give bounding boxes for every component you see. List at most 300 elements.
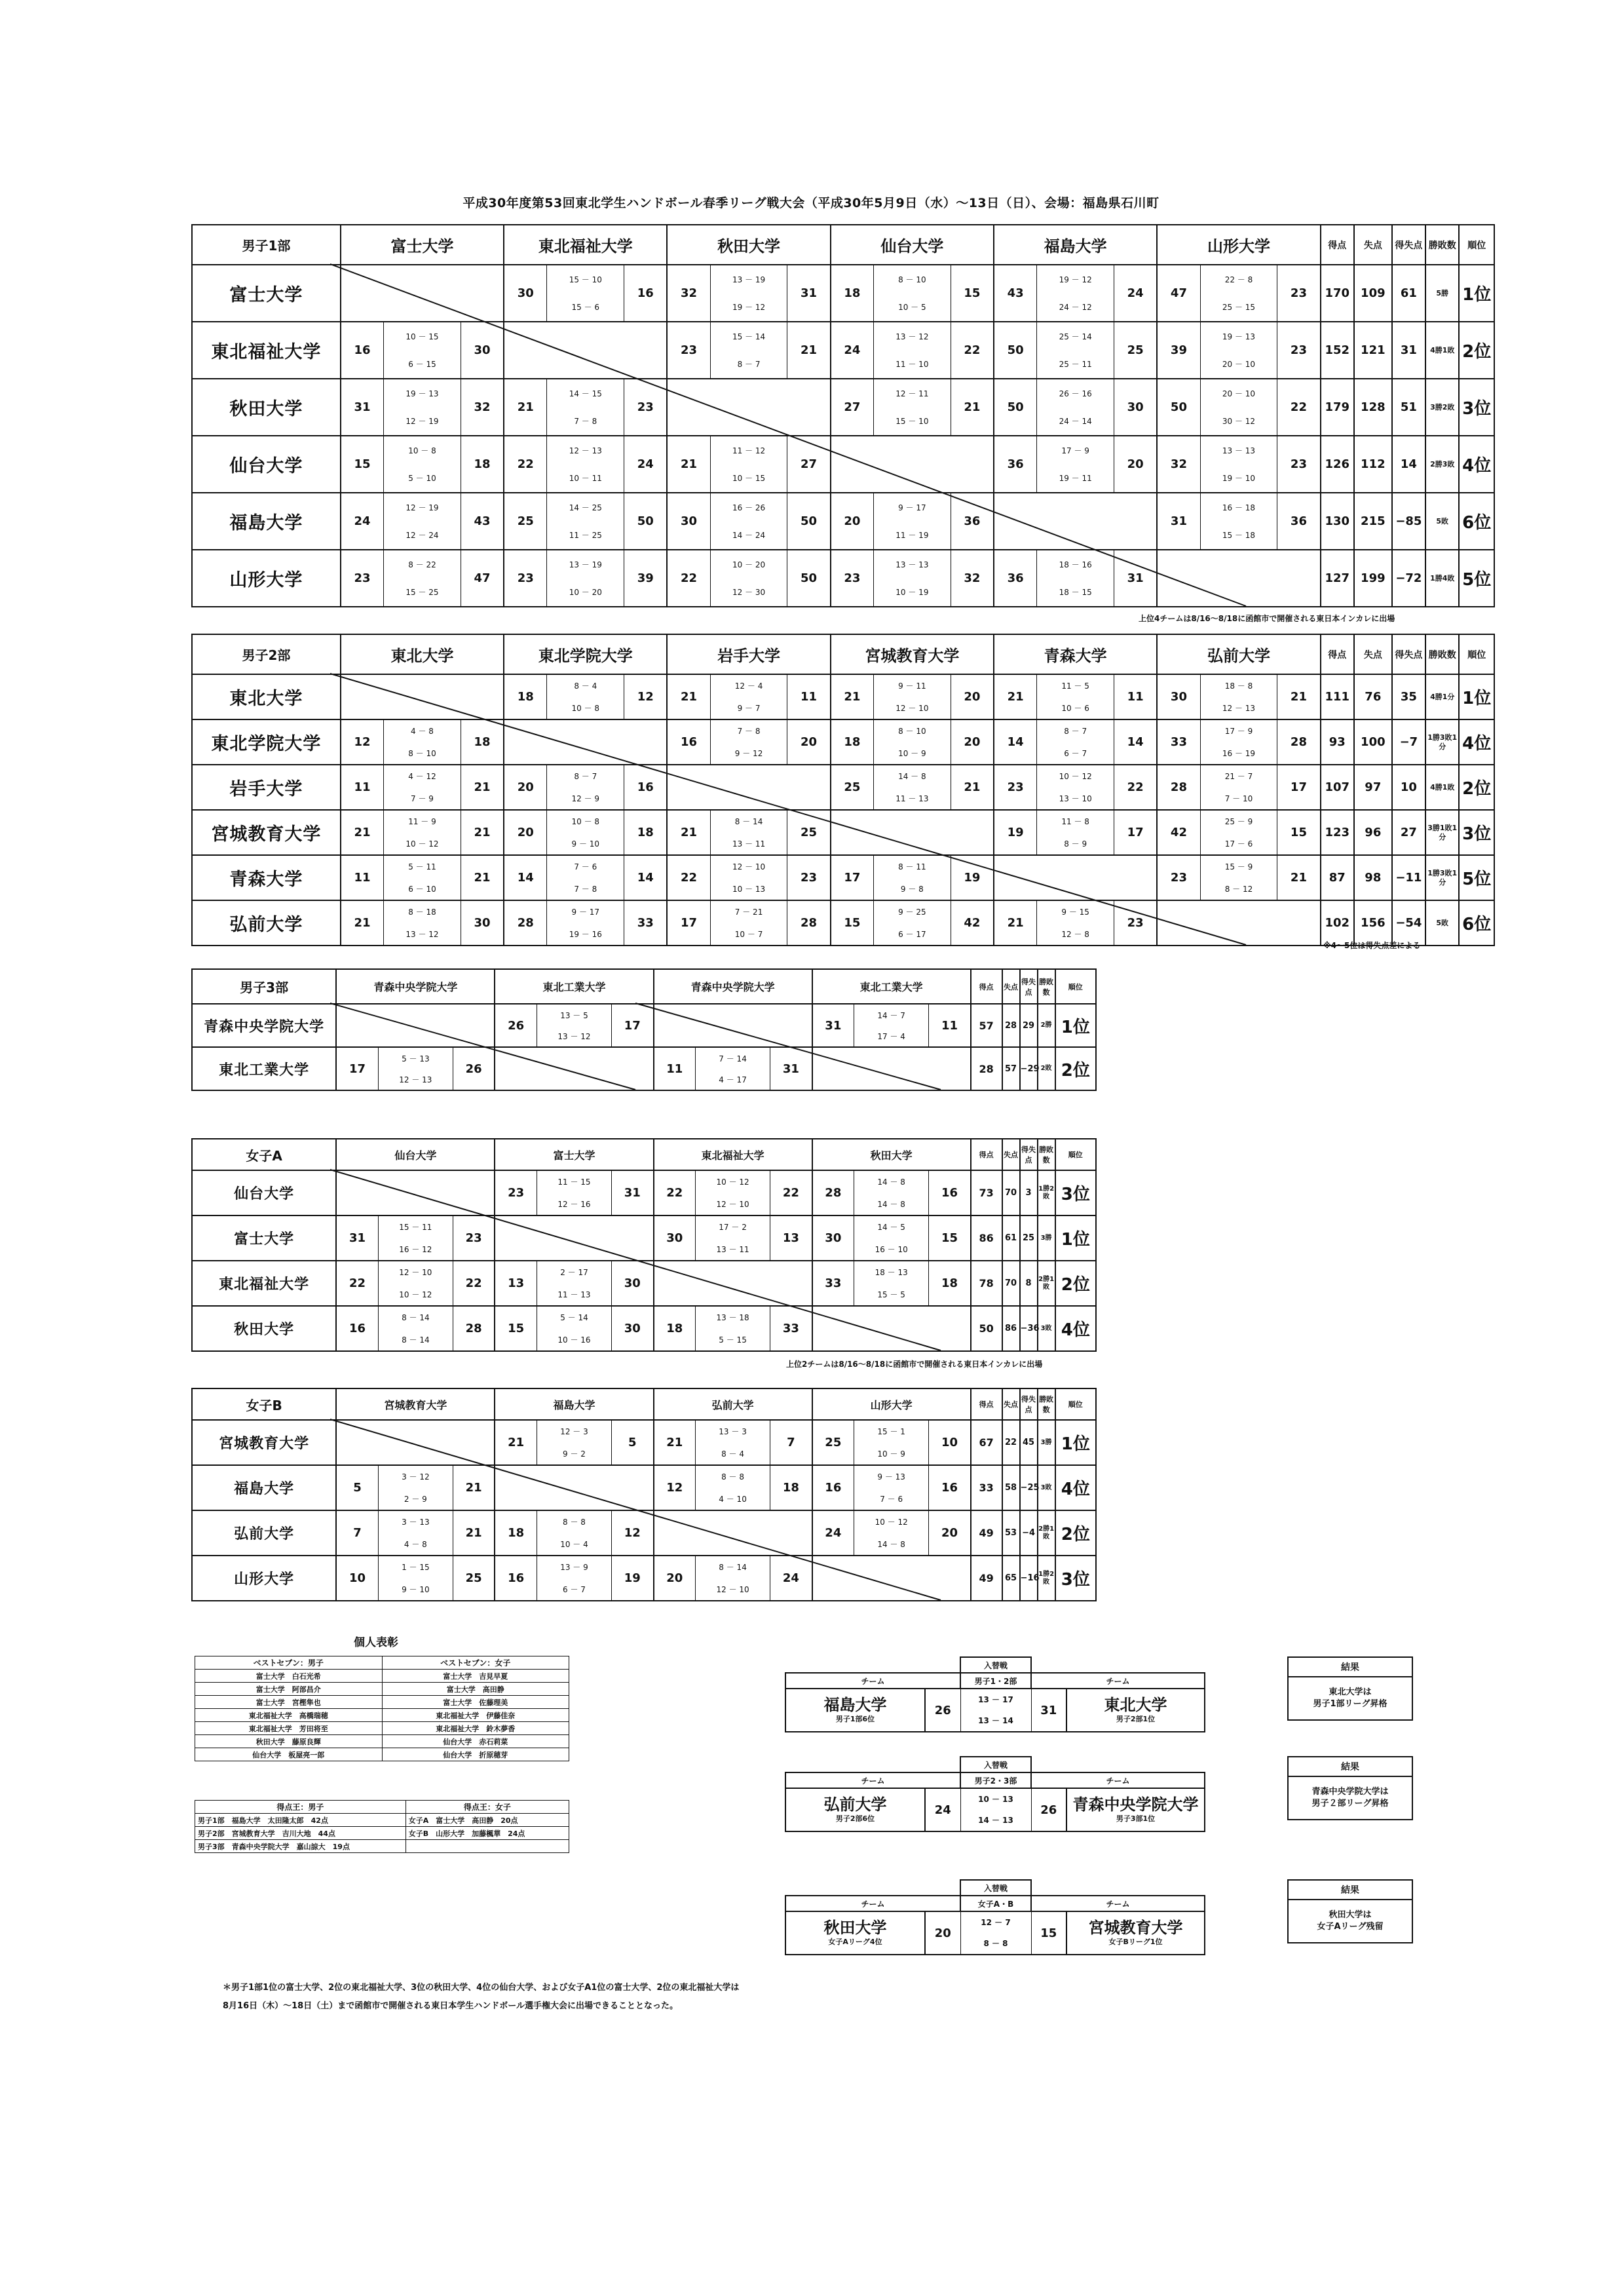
first-half-score: 26 － 16 bbox=[1059, 389, 1092, 398]
points-against: 97 bbox=[1354, 765, 1392, 810]
second-half-score: 12 － 9 bbox=[571, 794, 600, 803]
team-name: 福島大学 bbox=[823, 1696, 887, 1714]
win-loss: 2敗 bbox=[1038, 1047, 1055, 1090]
team-name: 東北福祉大学 bbox=[192, 1261, 336, 1306]
team-score: 30 bbox=[681, 514, 698, 528]
first-half-score: 22 － 8 bbox=[1224, 275, 1253, 284]
first-half-score: 12 － 3 bbox=[560, 1427, 588, 1437]
league-label: 男子3部 bbox=[192, 969, 336, 1004]
points-for: 78 bbox=[971, 1261, 1002, 1306]
first-half-score: 4 － 8 bbox=[411, 727, 434, 737]
opponent-score: 12 bbox=[624, 1526, 641, 1540]
points-for: 152 bbox=[1321, 322, 1354, 379]
second-half-score: 8 － 9 bbox=[1064, 839, 1087, 849]
team-label: チーム bbox=[785, 1772, 960, 1788]
win-loss: 5敗 bbox=[1425, 493, 1459, 550]
team-score: 36 bbox=[1007, 571, 1024, 585]
playoff-team-1 bbox=[785, 1788, 925, 1831]
best7-men-header: ベストセブン：男子 bbox=[195, 1656, 383, 1670]
team-name: 仙台大学 bbox=[192, 436, 341, 493]
top-scorer-table bbox=[195, 1800, 569, 1853]
second-half-score: 10 － 20 bbox=[569, 588, 602, 598]
first-half-score: 12 － 13 bbox=[569, 446, 602, 455]
league-label: 女子B bbox=[192, 1388, 336, 1420]
opponent-score: 19 bbox=[624, 1571, 641, 1585]
opponent-score: 50 bbox=[637, 514, 654, 528]
point-diff: 45 bbox=[1020, 1420, 1038, 1465]
first-half-score: 8 － 11 bbox=[898, 862, 926, 872]
second-half-score: 12 － 30 bbox=[732, 588, 766, 598]
opponent-header: 富士大学 bbox=[495, 1139, 653, 1170]
second-half-score: 12 － 10 bbox=[716, 1199, 749, 1209]
team-name: 弘前大学 bbox=[192, 900, 341, 946]
playoff-division: 男子2・3部 bbox=[960, 1772, 1031, 1788]
first-half-score: 10 － 12 bbox=[875, 1518, 908, 1527]
win-loss: 3勝 bbox=[1038, 1215, 1055, 1261]
second-half-score: 9 － 2 bbox=[563, 1449, 586, 1459]
stat-header: 得点 bbox=[971, 1388, 1002, 1420]
first-half-score: 12 － 10 bbox=[732, 862, 766, 872]
second-half-score: 16 － 10 bbox=[875, 1244, 908, 1254]
stat-header: 勝敗数 bbox=[1038, 969, 1055, 1004]
team-score: 12 bbox=[354, 735, 371, 749]
opponent-header: 東北福祉大学 bbox=[654, 1139, 812, 1170]
team-score: 50 bbox=[1007, 343, 1024, 357]
points-for: 93 bbox=[1321, 719, 1354, 765]
first-half-score: 13 － 19 bbox=[732, 275, 766, 284]
stat-header: 得失点 bbox=[1392, 634, 1425, 674]
points-for: 49 bbox=[971, 1510, 1002, 1556]
table-row bbox=[195, 1683, 569, 1696]
opponent-score: 7 bbox=[787, 1436, 795, 1449]
first-half-score: 8 － 7 bbox=[1064, 727, 1087, 737]
rank: 3位 bbox=[1459, 810, 1494, 855]
points-against: 100 bbox=[1354, 719, 1392, 765]
second-half-score: 4 － 10 bbox=[719, 1494, 747, 1504]
first-half-score: 3 － 13 bbox=[402, 1518, 430, 1527]
first-half-score: 5 － 11 bbox=[408, 862, 436, 872]
point-diff: 8 bbox=[1020, 1261, 1038, 1306]
opponent-score: 28 bbox=[465, 1322, 482, 1335]
points-for: 50 bbox=[971, 1306, 1002, 1351]
playoff-team-1 bbox=[785, 1911, 925, 1955]
stat-header: 勝敗数 bbox=[1425, 225, 1459, 265]
points-against: 109 bbox=[1354, 265, 1392, 322]
team-score: 30 bbox=[666, 1231, 683, 1245]
team-score: 22 bbox=[681, 871, 698, 885]
point-diff: 35 bbox=[1392, 674, 1425, 719]
second-half-score: 5 － 15 bbox=[719, 1335, 747, 1345]
opponent-score: 15 bbox=[941, 1231, 958, 1245]
opponent-score: 23 bbox=[465, 1231, 482, 1245]
first-half-score: 13 － 5 bbox=[560, 1010, 588, 1020]
first-half-score: 19 － 13 bbox=[1222, 332, 1256, 341]
playoff-header: 入替戦 bbox=[960, 1880, 1031, 1896]
first-half-score: 25 － 9 bbox=[1224, 817, 1253, 827]
points-for: 86 bbox=[971, 1215, 1002, 1261]
first-half-score: 21 － 7 bbox=[1224, 772, 1253, 782]
team-score: 19 bbox=[1007, 826, 1024, 839]
best7-women-entry: 富士大学 高田静 bbox=[382, 1683, 569, 1696]
team-score: 27 bbox=[844, 400, 861, 414]
first-half-score: 12 － 19 bbox=[406, 503, 439, 512]
first-half-score: 17 － 9 bbox=[1224, 727, 1253, 737]
rank: 4位 bbox=[1055, 1465, 1096, 1510]
opponent-score: 14 bbox=[1127, 735, 1144, 749]
second-half-score: 10 － 9 bbox=[877, 1449, 905, 1459]
second-half-score: 10 － 9 bbox=[898, 748, 926, 758]
playoff-result-box bbox=[1287, 1756, 1413, 1820]
second-half-score: 6 － 17 bbox=[898, 929, 926, 939]
second-half-score: 17 － 6 bbox=[1224, 839, 1253, 849]
footer-note bbox=[223, 1979, 739, 2016]
league-note: 上位4チームは8/16〜8/18に函館市で開催される東日本インカレに出場 bbox=[1139, 614, 1395, 623]
team-score: 28 bbox=[825, 1186, 842, 1200]
first-half-score: 8 － 22 bbox=[408, 560, 436, 569]
best7-women-entry: 東北福祉大学 伊藤佳奈 bbox=[382, 1709, 569, 1722]
playoff-result-box bbox=[1287, 1879, 1413, 1943]
scorer-men-header: 得点王：男子 bbox=[195, 1801, 406, 1814]
team-standing: 男子1部6位 bbox=[835, 1715, 875, 1723]
stat-header: 失点 bbox=[1002, 1388, 1020, 1420]
team-name: 富士大学 bbox=[192, 1215, 336, 1261]
team-name: 東北大学 bbox=[1104, 1696, 1167, 1714]
points-against: 53 bbox=[1002, 1510, 1020, 1556]
first-half-score: 15 － 10 bbox=[569, 275, 602, 284]
team-label: チーム bbox=[785, 1896, 960, 1911]
second-half-score: 19 － 11 bbox=[1059, 474, 1092, 484]
point-diff: 10 bbox=[1392, 765, 1425, 810]
playoff-table bbox=[785, 1656, 1205, 1732]
opponent-score: 15 bbox=[964, 286, 981, 300]
team-1-score: 24 bbox=[925, 1788, 960, 1831]
opponent-header: 青森中央学院大学 bbox=[654, 969, 812, 1004]
table-row bbox=[195, 1722, 569, 1735]
opponent-score: 30 bbox=[624, 1322, 641, 1335]
first-half-score: 15 － 14 bbox=[732, 332, 766, 341]
opponent-score: 22 bbox=[1127, 780, 1144, 794]
opponent-score: 20 bbox=[801, 735, 818, 749]
points-against: 86 bbox=[1002, 1306, 1020, 1351]
team-score: 5 bbox=[353, 1481, 362, 1495]
point-diff: 29 bbox=[1020, 1004, 1038, 1047]
first-half-score: 8 － 14 bbox=[734, 817, 763, 827]
opponent-score: 18 bbox=[782, 1481, 799, 1495]
opponent-header: 弘前大学 bbox=[1157, 634, 1320, 674]
stat-header: 順位 bbox=[1055, 1388, 1096, 1420]
team-name: 青森中央学院大学 bbox=[192, 1004, 336, 1047]
opponent-header: 仙台大学 bbox=[336, 1139, 495, 1170]
team-score: 24 bbox=[825, 1526, 842, 1540]
second-half-score: 10 － 15 bbox=[732, 474, 766, 484]
playoff-team-2 bbox=[1066, 1911, 1205, 1955]
second-half-score: 12 － 10 bbox=[896, 703, 929, 713]
first-half-score: 17 － 9 bbox=[1061, 446, 1089, 455]
opponent-score: 17 bbox=[1290, 780, 1307, 794]
team-score: 10 bbox=[349, 1571, 366, 1585]
opponent-score: 14 bbox=[637, 871, 654, 885]
points-against: 156 bbox=[1354, 900, 1392, 946]
opponent-score: 21 bbox=[964, 780, 981, 794]
best7-women-entry: 仙台大学 赤石莉菜 bbox=[382, 1735, 569, 1748]
second-half-score: 6 － 15 bbox=[408, 360, 436, 370]
points-for: 67 bbox=[971, 1420, 1002, 1465]
first-half-score: 14 － 8 bbox=[898, 772, 926, 782]
team-name: 東北工業大学 bbox=[192, 1047, 336, 1090]
win-loss: 2勝1敗 bbox=[1038, 1510, 1055, 1556]
half-scores bbox=[960, 1911, 1031, 1955]
first-half-score: 13 － 3 bbox=[719, 1427, 747, 1437]
table-row bbox=[195, 1840, 569, 1853]
opponent-score: 10 bbox=[941, 1436, 958, 1449]
first-half-score: 11 － 15 bbox=[557, 1177, 591, 1187]
rank: 2位 bbox=[1459, 322, 1494, 379]
league-note: 上位2チームは8/16〜8/18に函館市で開催される東日本インカレに出場 bbox=[786, 1360, 1043, 1369]
first-half-score: 8 － 10 bbox=[898, 727, 926, 737]
opponent-score: 36 bbox=[1290, 514, 1307, 528]
team-score: 13 bbox=[508, 1276, 525, 1290]
team-score: 43 bbox=[1007, 286, 1024, 300]
first-half-score: 14 － 7 bbox=[877, 1010, 905, 1020]
team-name: 宮城教育大学 bbox=[1088, 1919, 1183, 1937]
win-loss: 3勝1敗1分 bbox=[1425, 810, 1459, 855]
second-half-score: 16 － 19 bbox=[1222, 748, 1256, 758]
rank: 3位 bbox=[1055, 1170, 1096, 1215]
team-score: 17 bbox=[844, 871, 861, 885]
team-name: 宮城教育大学 bbox=[192, 1420, 336, 1465]
rank: 3位 bbox=[1055, 1556, 1096, 1601]
win-loss: 3勝 bbox=[1038, 1420, 1055, 1465]
point-diff: 14 bbox=[1392, 436, 1425, 493]
second-half-score: 11 － 13 bbox=[896, 794, 929, 803]
first-half-score: 12 － 7 bbox=[981, 1918, 1011, 1927]
second-half-score: 6 － 7 bbox=[563, 1584, 586, 1594]
points-for: 33 bbox=[971, 1465, 1002, 1510]
first-half-score: 15 － 9 bbox=[1224, 862, 1253, 872]
opponent-header: 青森中央学院大学 bbox=[336, 969, 495, 1004]
playoff-team-2 bbox=[1066, 1788, 1205, 1831]
stat-header: 失点 bbox=[1002, 969, 1020, 1004]
win-loss: 3敗 bbox=[1038, 1465, 1055, 1510]
best7-women-entry: 富士大学 佐藤理美 bbox=[382, 1696, 569, 1709]
first-half-score: 11 － 9 bbox=[408, 817, 436, 827]
second-half-score: 13 － 11 bbox=[716, 1244, 749, 1254]
win-loss: 5敗 bbox=[1425, 900, 1459, 946]
second-half-score: 13 － 10 bbox=[1059, 794, 1092, 803]
opponent-score: 17 bbox=[624, 1018, 641, 1033]
second-half-score: 12 － 13 bbox=[399, 1075, 432, 1084]
team-1-score: 20 bbox=[925, 1911, 960, 1955]
second-half-score: 12 － 8 bbox=[1061, 929, 1089, 939]
team-score: 23 bbox=[508, 1186, 525, 1200]
team-score: 15 bbox=[508, 1322, 525, 1335]
second-half-score: 10 － 5 bbox=[898, 303, 926, 313]
team-score: 11 bbox=[666, 1062, 683, 1076]
team-score: 26 bbox=[508, 1018, 525, 1033]
second-half-score: 12 － 19 bbox=[406, 417, 439, 427]
second-half-score: 19 － 10 bbox=[1222, 474, 1256, 484]
playoff-team-2 bbox=[1066, 1689, 1205, 1732]
points-against: 199 bbox=[1354, 550, 1392, 607]
second-half-score: 8 － 8 bbox=[983, 1939, 1008, 1948]
team-score: 22 bbox=[517, 457, 534, 471]
opponent-score: 15 bbox=[1290, 826, 1307, 839]
team-score: 23 bbox=[517, 571, 534, 585]
second-half-score: 7 － 8 bbox=[574, 417, 597, 427]
opponent-header: 東北福祉大学 bbox=[504, 225, 667, 265]
rank: 1位 bbox=[1055, 1420, 1096, 1465]
half-scores bbox=[960, 1788, 1031, 1831]
win-loss: 1勝4敗 bbox=[1425, 550, 1459, 607]
team-score: 21 bbox=[354, 826, 371, 839]
first-half-score: 8 － 14 bbox=[402, 1313, 430, 1323]
team-label: チーム bbox=[1031, 1896, 1205, 1911]
team-2-score: 15 bbox=[1031, 1911, 1066, 1955]
second-half-score: 24 － 12 bbox=[1059, 303, 1092, 313]
result-label: 結果 bbox=[1289, 1658, 1412, 1677]
rank: 2位 bbox=[1055, 1510, 1096, 1556]
first-half-score: 15 － 11 bbox=[399, 1223, 432, 1233]
opponent-score: 28 bbox=[1290, 735, 1307, 749]
playoff-header: 入替戦 bbox=[960, 1757, 1031, 1772]
second-half-score: 16 － 12 bbox=[399, 1244, 432, 1254]
opponent-score: 30 bbox=[474, 343, 491, 357]
team-score: 22 bbox=[681, 571, 698, 585]
second-half-score: 11 － 25 bbox=[569, 531, 602, 541]
rank: 5位 bbox=[1459, 855, 1494, 900]
first-half-score: 16 － 26 bbox=[732, 503, 766, 512]
opponent-score: 24 bbox=[1127, 286, 1144, 300]
team-name: 東北学院大学 bbox=[192, 719, 341, 765]
team-score: 21 bbox=[844, 690, 861, 704]
first-half-score: 9 － 13 bbox=[877, 1472, 905, 1482]
first-half-score: 10 － 8 bbox=[408, 446, 436, 455]
team-score: 16 bbox=[349, 1322, 366, 1335]
opponent-header: 東北大学 bbox=[341, 634, 504, 674]
team-name: 弘前大学 bbox=[192, 1510, 336, 1556]
opponent-score: 23 bbox=[1290, 343, 1307, 357]
second-half-score: 9 － 7 bbox=[737, 703, 761, 713]
team-score: 23 bbox=[1007, 780, 1024, 794]
team-score: 24 bbox=[844, 343, 861, 357]
result-text: 青森中央学院大学は 男子２部リーグ昇格 bbox=[1311, 1787, 1389, 1808]
second-half-score: 13 － 14 bbox=[978, 1716, 1013, 1725]
stat-header: 得失点 bbox=[1392, 225, 1425, 265]
team-score: 21 bbox=[354, 916, 371, 930]
first-half-score: 14 － 5 bbox=[877, 1223, 905, 1233]
second-half-score: 12 － 13 bbox=[1222, 703, 1256, 713]
first-half-score: 8 － 10 bbox=[898, 275, 926, 284]
opponent-score: 32 bbox=[964, 571, 981, 585]
point-diff: −85 bbox=[1392, 493, 1425, 550]
points-against: 28 bbox=[1002, 1004, 1020, 1047]
stat-header: 得点 bbox=[1321, 634, 1354, 674]
points-for: 179 bbox=[1321, 379, 1354, 436]
point-diff: 25 bbox=[1020, 1215, 1038, 1261]
league-label: 女子A bbox=[192, 1139, 336, 1170]
team-standing: 男子2部6位 bbox=[835, 1814, 875, 1823]
first-half-score: 17 － 2 bbox=[719, 1223, 747, 1233]
team-score: 18 bbox=[517, 690, 534, 704]
win-loss: 5勝 bbox=[1425, 265, 1459, 322]
opponent-score: 20 bbox=[964, 735, 981, 749]
first-half-score: 19 － 13 bbox=[406, 389, 439, 398]
points-for: 130 bbox=[1321, 493, 1354, 550]
team-score: 16 bbox=[681, 735, 698, 749]
first-half-score: 10 － 8 bbox=[571, 817, 600, 827]
second-half-score: 10 － 12 bbox=[406, 839, 439, 849]
team-1-score: 26 bbox=[925, 1689, 960, 1732]
team-score: 32 bbox=[681, 286, 698, 300]
second-half-score: 14 － 8 bbox=[877, 1539, 905, 1549]
team-score: 21 bbox=[517, 400, 534, 414]
opponent-score: 20 bbox=[964, 690, 981, 704]
points-against: 65 bbox=[1002, 1556, 1020, 1601]
first-half-score: 13 － 18 bbox=[716, 1313, 749, 1323]
team-score: 39 bbox=[1170, 343, 1187, 357]
rank: 6位 bbox=[1459, 900, 1494, 946]
team-score: 31 bbox=[825, 1018, 842, 1033]
playoff-result-box bbox=[1287, 1656, 1413, 1721]
opponent-score: 5 bbox=[628, 1436, 637, 1449]
opponent-header: 山形大学 bbox=[812, 1388, 971, 1420]
team-score: 31 bbox=[1170, 514, 1187, 528]
team-standing: 女子Bリーグ1位 bbox=[1108, 1938, 1163, 1946]
points-for: 87 bbox=[1321, 855, 1354, 900]
opponent-score: 23 bbox=[637, 400, 654, 414]
opponent-header: 弘前大学 bbox=[654, 1388, 812, 1420]
opponent-score: 18 bbox=[474, 457, 491, 471]
points-for: 73 bbox=[971, 1170, 1002, 1215]
second-half-score: 8 － 14 bbox=[402, 1335, 430, 1345]
team-name: 弘前大学 bbox=[823, 1795, 887, 1814]
opponent-score: 25 bbox=[1127, 343, 1144, 357]
team-score: 20 bbox=[517, 826, 534, 839]
best7-women-header: ベストセブン：女子 bbox=[382, 1656, 569, 1670]
team-name: 秋田大学 bbox=[823, 1919, 887, 1937]
best7-women-entry: 東北福祉大学 鈴木夢香 bbox=[382, 1722, 569, 1735]
best7-men-entry: 秋田大学 藤原良輝 bbox=[195, 1735, 383, 1748]
points-against: 96 bbox=[1354, 810, 1392, 855]
second-half-score: 12 － 16 bbox=[557, 1199, 591, 1209]
points-for: 170 bbox=[1321, 265, 1354, 322]
team-score: 21 bbox=[681, 690, 698, 704]
first-half-score: 8 － 8 bbox=[721, 1472, 745, 1482]
table-row bbox=[195, 1696, 569, 1709]
second-half-score: 8 － 7 bbox=[737, 360, 761, 370]
rank: 2位 bbox=[1459, 765, 1494, 810]
stat-header: 勝敗数 bbox=[1425, 634, 1459, 674]
team-score: 18 bbox=[844, 286, 861, 300]
opponent-score: 31 bbox=[1127, 571, 1144, 585]
second-half-score: 5 － 10 bbox=[408, 474, 436, 484]
second-half-score: 10 － 13 bbox=[732, 884, 766, 894]
team-score: 15 bbox=[844, 916, 861, 930]
first-half-score: 11 － 8 bbox=[1061, 817, 1089, 827]
second-half-score: 25 － 11 bbox=[1059, 360, 1092, 370]
opponent-score: 24 bbox=[637, 457, 654, 471]
team-score: 23 bbox=[354, 571, 371, 585]
rank: 4位 bbox=[1055, 1306, 1096, 1351]
opponent-score: 30 bbox=[624, 1276, 641, 1290]
first-half-score: 13 － 12 bbox=[896, 332, 929, 341]
points-for: 102 bbox=[1321, 900, 1354, 946]
stat-header: 順位 bbox=[1055, 1139, 1096, 1170]
second-half-score: 9 － 8 bbox=[900, 884, 924, 894]
rank: 3位 bbox=[1459, 379, 1494, 436]
diagonal-line bbox=[330, 1170, 941, 1350]
first-half-score: 7 － 14 bbox=[719, 1054, 747, 1063]
